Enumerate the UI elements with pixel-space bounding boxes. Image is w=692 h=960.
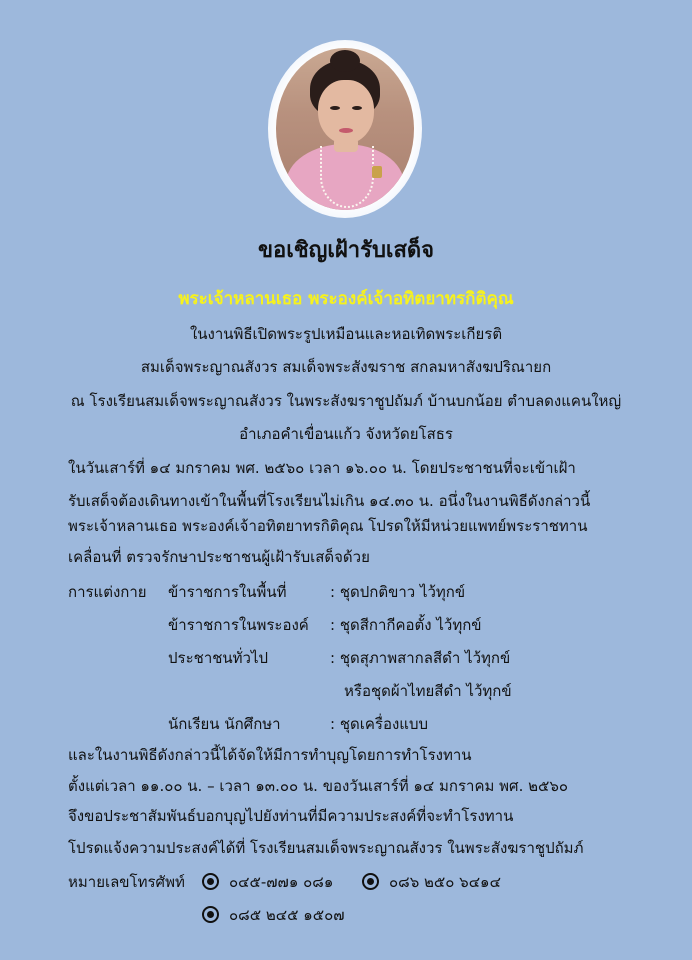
invitation-title: ขอเชิญเฝ้ารับเสด็จ (257, 238, 435, 263)
dress-attire: : ชุดปกติขาว ไว้ทุกข์ (330, 583, 466, 601)
body-line-2: รับเสด็จต้องเดินทางเข้าในพื้นที่โรงเรียนไม่เกิน ๑๔.๓๐ น. อนึ่งในงานพิธีดังกล่าวนี้ (68, 492, 591, 510)
merit-line-3: จึงขอประชาสัมพันธ์บอกบุญไปยังท่านที่มีความประสงค์ที่จะทำโรงทาน (68, 807, 514, 825)
venue-line-2: อำเภอคำเขื่อนแก้ว จังหวัดยโสธร (239, 425, 453, 443)
merit-line-4: โปรดแจ้งความประสงค์ได้ที่ โรงเรียนสมเด็จพระญาณสังวร ในพระสังฆราชูปถัมภ์ (68, 839, 584, 857)
event-line-1: ในงานพิธีเปิดพระรูปเหมือนและหอเทิดพระเกียรติ (189, 325, 503, 343)
dress-group: ข้าราชการในพระองค์ (168, 616, 309, 634)
dress-group: นักเรียน นักศึกษา (168, 715, 281, 733)
phone-label: หมายเลขโทรศัพท์ (68, 873, 185, 891)
phone-entry (202, 905, 345, 925)
merit-line-2: ตั้งแต่เวลา ๑๑.๐๐ น. – เวลา ๑๓.๐๐ น. ของวันเสาร์ที่ ๑๔ มกราคม พศ. ๒๕๖๐ (68, 777, 569, 795)
body-line-1: ในวันเสาร์ที่ ๑๔ มกราคม พศ. ๒๕๖๐ เวลา ๑๖.๐๐ น. โดยประชาชนที่จะเข้าเฝ้า (68, 459, 576, 477)
body-line-3: พระเจ้าหลานเธอ พระองค์เจ้าอทิตยาทรกิติคุณ โปรดให้มีหน่วยแพทย์พระราชทาน (68, 517, 588, 535)
phone-entry (202, 872, 333, 892)
portrait-frame (268, 40, 422, 218)
phone-number: ๐๘๕ ๒๔๕ ๑๕๐๗ (229, 906, 345, 924)
phone-number: ๐๘๖ ๒๕๐ ๖๔๑๔ (389, 873, 501, 891)
portrait-photo (276, 48, 414, 210)
phone-number: ๐๔๕-๗๗๑ ๐๘๑ (229, 873, 334, 891)
dress-attire: : ชุดเครื่องแบบ (330, 715, 429, 733)
phone-entry (362, 872, 501, 892)
dress-group: ข้าราชการในพื้นที่ (168, 583, 287, 601)
event-line-2: สมเด็จพระญาณสังวร สมเด็จพระสังฆราช สกลมหาสังฆปริณายก (140, 358, 552, 376)
princess-name: พระเจ้าหลานเธอ พระองค์เจ้าอทิตยาทรกิติคุณ (178, 289, 514, 309)
bullet-icon (202, 873, 219, 890)
dress-attire: หรือชุดผ้าไทยสีดำ ไว้ทุกข์ (344, 682, 512, 700)
bullet-icon (362, 873, 379, 890)
dress-attire: : ชุดสีกากีคอตั้ง ไว้ทุกข์ (330, 616, 482, 634)
body-line-4: เคลื่อนที่ ตรวจรักษาประชาชนผู้เฝ้ารับเสด็จด้วย (68, 548, 370, 566)
dress-group: ประชาชนทั่วไป (168, 649, 269, 667)
bullet-icon (202, 906, 219, 923)
merit-line-1: และในงานพิธีดังกล่าวนี้ได้จัดให้มีการทำบุญโดยการทำโรงทาน (68, 746, 472, 764)
dress-attire: : ชุดสุภาพสากลสีดำ ไว้ทุกข์ (330, 649, 511, 667)
venue-line-1: ณ โรงเรียนสมเด็จพระญาณสังวร ในพระสังฆราชูปถัมภ์ บ้านบกน้อย ตำบลดงแคนใหญ่ (70, 392, 622, 410)
dress-code-label: การแต่งกาย (68, 583, 147, 601)
